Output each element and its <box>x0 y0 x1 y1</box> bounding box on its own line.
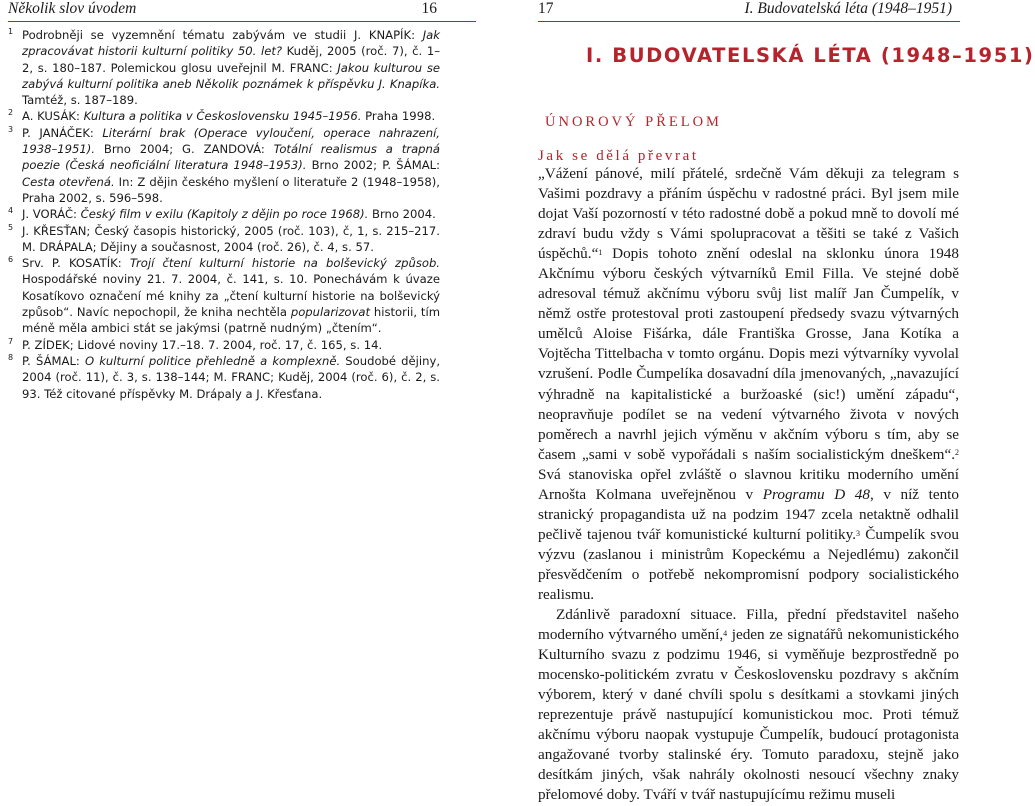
text-run: historii, tím méně měla ambici stát se jakýmsi (patrně nudným) „čtením“. <box>22 305 440 336</box>
running-header-left <box>8 0 469 22</box>
text-run: Srv. P. KOSATÍK: <box>22 256 130 271</box>
text-run: J. KŘESŤAN; Český časopis historický, 2005 (roč. 103), č, 1, s. 215–217. M. DRÁPALA; Dějiny a současnost, 2004 (roč. 26), č. 4, s. 57. <box>22 223 440 254</box>
footnote-number: 8 <box>8 352 14 362</box>
italic-text: O kulturní politice přehledně a komplexně. <box>84 353 341 368</box>
header-rule <box>538 21 960 22</box>
text-run: Brno 2004; G. ZANDOVÁ: <box>95 142 274 157</box>
footnotes <box>8 27 440 402</box>
text-run: Podrobněji se vyzemnění tématu zabývám ve studii J. KNAPÍK: <box>22 28 423 42</box>
footnote-number: 4 <box>8 206 14 216</box>
text-run: Praha 1998. <box>361 109 436 124</box>
footnote-ref: 2 <box>955 448 959 458</box>
italic-text: popularizovat <box>290 305 371 320</box>
text-run: Zdánlivě paradoxní situace. Filla, přední představitel našeho moderního výtvarného umění, <box>538 606 959 644</box>
text-run: , v níž tento stranický propagandista už na podzim 1947 zcela netaktně odhalil pečlivě tajenou tvář komunistické kulturní politiky. <box>538 485 959 543</box>
body-paragraph <box>538 164 959 605</box>
page-number: 17 <box>538 0 554 17</box>
page-number: 16 <box>421 0 437 17</box>
footnote <box>8 255 440 336</box>
footnote <box>8 337 440 353</box>
footnote-ref: 4 <box>723 628 728 638</box>
text-run: A. KUSÁK: <box>22 109 84 124</box>
text-run: Soudobé dějiny, 2004 (roč. 11), č. 3, s. 138–144; M. FRANC; Kuděj, 2004 (roč. 6), č. 2, s. 93. Též citované příspěvky M. Drápaly a J. Křesťana. <box>22 353 441 401</box>
footnote <box>8 206 440 222</box>
italic-text: Cesta otevřená. <box>22 174 115 189</box>
footnote-number: 1 <box>8 27 14 36</box>
text-run: P. JANÁČEK: <box>22 125 103 140</box>
text-run: Brno 2002; P. ŠÁMAL: <box>306 158 440 173</box>
text-run: Tamtéž, s. 187–189. <box>22 93 138 108</box>
text-run: „Vážení pánové, milí přátelé, srdečně Vám děkuji za telegram s Vašimi pozdravy a přáním úspěchu v radostné práci. Byl jsem mile dojat Vaší pozorností v této radostné době a pokud mně to dovolí mé zdraví budu vždy s Vámi spolupracovat a těšiti se také z Vašich úspěchů.“ <box>538 165 959 263</box>
running-header-right <box>538 0 952 22</box>
italic-text: Kultura a politika v Československu 1945–1956. <box>83 109 362 124</box>
italic-text: Jakou kulturou se zabývá kulturní politika aneb Několik poznámek k příspěvku J. Knapíka. <box>22 60 441 91</box>
footnote <box>8 353 440 402</box>
text-run: P. ŠÁMAL: <box>22 353 85 368</box>
right-page <box>485 0 1035 804</box>
footnote <box>8 223 440 256</box>
chapter-title: I. BUDOVATELSKÁ LÉTA (1948–1951) <box>586 44 1035 67</box>
italic-text: Programu D 48 <box>762 485 870 503</box>
subsection-heading: Jak se dělá převrat <box>538 148 699 164</box>
text-run: Brno 2004. <box>368 207 436 222</box>
text-run: Čumpelík svou výzvu (zaslanou i ministrům Kopeckému a Nejedlému) zakončil přesvědčením o potřebě nekompromisní podpory socialistického realismu. <box>538 525 959 603</box>
italic-text: Trojí čtení kulturní historie na bolševický způsob. <box>129 256 440 271</box>
footnote-number: 2 <box>8 108 14 118</box>
text-run: Hospodářské noviny 21. 7. 2004, č. 141, s. 10. Ponechávám k úvaze Kosatíkovo označení mé knihy za „čtení kulturní historie na bolševický způsob“. Navíc nepochopil, že kniha nechtěla <box>22 272 440 320</box>
italic-text: Totální realismus a trapná poezie (Česká neoficiální literatura 1948–1953). <box>22 142 440 173</box>
text-run: In: Z dějin českého myšlení o literatuře 2 (1948–1958), Praha 2002, s. 596–598. <box>22 174 440 205</box>
text-run: jeden ze signatářů nekomunistického Kulturního svazu z podzimu 1946, si vyměňuje bezprostředně po mocensko-politickém zvratu v Československu pozdravy s akčním výborem, který v dané chvíli spolu s desítkami a stovkami jiných reprezentuje právě nastupující komunistickou moc. Proti témuž akčnímu výboru naopak vystupuje Čumpelík, budoucí protagonista angažované tvorby stalinské éry. Tomuto paradoxu, stejně jako desítkám jiných, však nahrály okolnosti nesoucí všechny znaky přelomové doby. Tváří v tvář nastupujícímu režimu museli <box>538 626 959 804</box>
italic-text: Český film v exilu (Kapitoly z dějin po roce 1968). <box>80 207 369 222</box>
text-run: Svá stanoviska opřel zvláště o slavnou kritiku moderního umění Arnošta Kolmana uveřejněnou v <box>538 465 959 503</box>
text-run: Dopis tohoto znění odeslal na sklonku února 1948 Akčnímu výboru českých výtvarníků Emil Filla. Ve stejné době adresoval témuž akčnímu výboru svůj list malíř Jan Čumpelík, v němž ostře protestoval proti zastoupení předsedy svazu výtvarných umělců Aloise Fišárka, dále Františka Grosse, Jana Kotíka a Vojtěcha Tittelbacha v tomto orgánu. Dopis mezi výtvarníky vyvolal vzrušení. Podle Čumpelíka dosavadní díla jmenovaných, „navazující výhradně na kapitalistické a buržoaské (sic!) umění západu“, neopravňuje podílet se na vedení výtvarného života v nových poměrech a navrhl jejich výměnu v akčním výboru s tím, aby se časem „sami v sobě vypořádali s naším socialistickým dneškem“. <box>538 245 959 463</box>
footnote-number: 3 <box>8 124 14 134</box>
italic-text: Jak zpracovávat historii kulturní politiky 50. let? <box>22 28 440 59</box>
body-paragraph <box>538 605 959 805</box>
footnote <box>8 108 440 124</box>
footnote <box>8 125 440 206</box>
section-heading: ÚNOROVÝ PŘELOM <box>545 114 722 130</box>
header-rule <box>8 21 476 22</box>
body-text <box>538 164 959 806</box>
text-run: Kuděj, 2005 (roč. 7), č. 1–2, s. 180–187. Polemickou glosu uveřejnil M. FRANC: <box>22 44 440 75</box>
left-page <box>0 0 475 695</box>
footnote-number: 7 <box>8 336 14 346</box>
footnote <box>8 27 440 108</box>
running-title: I. Budovatelská léta (1948–1951) <box>744 0 952 17</box>
italic-text: Literární brak (Operace vyloučení, operace nahrazení, 1938–1951). <box>22 125 440 157</box>
footnote-number: 6 <box>8 255 14 265</box>
footnote-ref: 3 <box>856 528 861 538</box>
running-title: Několik slov úvodem <box>8 0 137 17</box>
footnote-number: 5 <box>8 222 14 232</box>
text-run: J. VORÁČ: <box>22 207 81 222</box>
text-run: P. ZÍDEK; Lidové noviny 17.–18. 7. 2004, roč. 17, č. 165, s. 14. <box>22 337 383 352</box>
footnote-ref: 1 <box>598 248 603 257</box>
